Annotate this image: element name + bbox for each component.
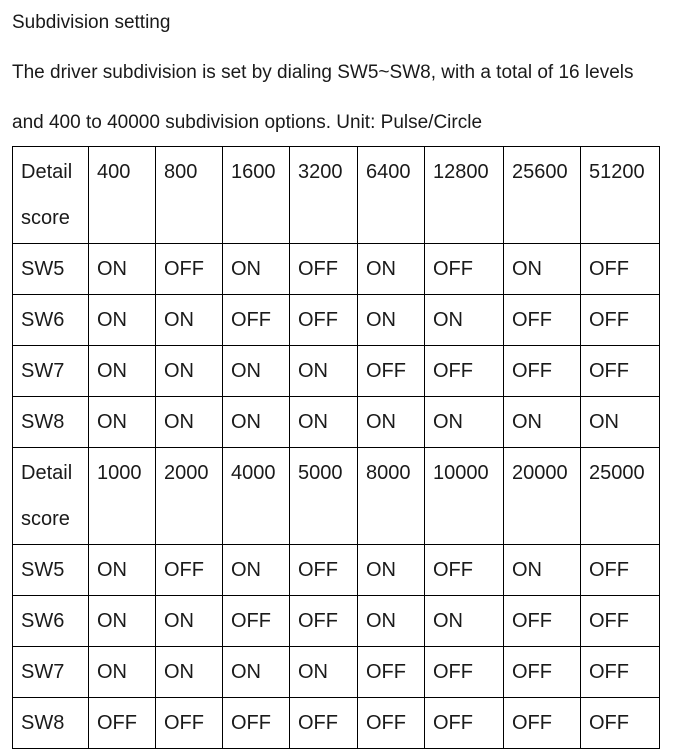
table-cell: OFF: [581, 596, 660, 647]
table-cell: 800: [156, 147, 223, 244]
table-cell: ON: [504, 244, 581, 295]
table-cell: ON: [358, 397, 425, 448]
table-cell: OFF: [504, 596, 581, 647]
table-cell: 400: [89, 147, 156, 244]
table-row-detail-score-2: [13, 448, 660, 545]
table-cell: ON: [425, 295, 504, 346]
table-cell: ON: [89, 346, 156, 397]
table-cell: OFF: [290, 596, 358, 647]
table-cell: ON: [504, 545, 581, 596]
table-cell: 6400: [358, 147, 425, 244]
table-cell: OFF: [223, 596, 290, 647]
table-cell: OFF: [425, 647, 504, 698]
row-label-cell: SW5: [13, 244, 89, 295]
table-cell: ON: [156, 346, 223, 397]
table-cell: ON: [358, 244, 425, 295]
table-row-sw7-2: [13, 647, 660, 698]
table-cell: OFF: [156, 545, 223, 596]
row-label-cell: SW7: [13, 647, 89, 698]
table-cell: OFF: [358, 346, 425, 397]
table-row-detail-score-1: [13, 147, 660, 244]
table-cell: OFF: [581, 244, 660, 295]
row-label-cell: SW8: [13, 698, 89, 749]
table-cell: OFF: [581, 295, 660, 346]
table-cell: ON: [425, 397, 504, 448]
table-cell: ON: [358, 295, 425, 346]
row-label-cell: SW5: [13, 545, 89, 596]
table-cell: 20000: [504, 448, 581, 545]
row-label-cell: Detail score: [13, 448, 89, 545]
table-cell: 5000: [290, 448, 358, 545]
table-cell: OFF: [290, 545, 358, 596]
table-cell: OFF: [223, 295, 290, 346]
table-cell: 2000: [156, 448, 223, 545]
table-cell: OFF: [290, 698, 358, 749]
table-cell: OFF: [581, 346, 660, 397]
row-label-cell: SW8: [13, 397, 89, 448]
table-cell: OFF: [290, 244, 358, 295]
description-line-1: The driver subdivision is set by dialing SW5~SW8, with a total of 16 levels: [12, 62, 634, 83]
table-cell: 1600: [223, 147, 290, 244]
table-cell: 25600: [504, 147, 581, 244]
description-line-2: and 400 to 40000 subdivision options. Unit: Pulse/Circle: [12, 112, 483, 133]
table-cell: 10000: [425, 448, 504, 545]
table-cell: ON: [358, 545, 425, 596]
table-cell: ON: [89, 545, 156, 596]
table-cell: OFF: [425, 545, 504, 596]
table-cell: OFF: [156, 244, 223, 295]
table-cell: ON: [290, 397, 358, 448]
table-cell: ON: [358, 596, 425, 647]
table-cell: OFF: [358, 647, 425, 698]
table-cell: OFF: [504, 698, 581, 749]
table-cell: ON: [89, 397, 156, 448]
table-cell: OFF: [581, 545, 660, 596]
table-cell: ON: [89, 596, 156, 647]
table-cell: ON: [425, 596, 504, 647]
table-cell: OFF: [504, 647, 581, 698]
table-cell: OFF: [504, 346, 581, 397]
table-cell: OFF: [581, 698, 660, 749]
table-cell: 1000: [89, 448, 156, 545]
table-cell: 3200: [290, 147, 358, 244]
table-cell: OFF: [358, 698, 425, 749]
table-cell: OFF: [504, 295, 581, 346]
table-cell: OFF: [425, 346, 504, 397]
table-cell: OFF: [425, 698, 504, 749]
table-cell: OFF: [156, 698, 223, 749]
table-row-sw6-2: [13, 596, 660, 647]
table-row-sw7-1: [13, 346, 660, 397]
table-cell: ON: [223, 545, 290, 596]
table-row-sw5-2: [13, 545, 660, 596]
table-cell: ON: [156, 295, 223, 346]
page-title: Subdivision setting: [12, 12, 171, 33]
table-cell: 25000: [581, 448, 660, 545]
row-label-cell: SW6: [13, 596, 89, 647]
table-cell: OFF: [290, 295, 358, 346]
table-cell: 12800: [425, 147, 504, 244]
row-label-cell: Detail score: [13, 147, 89, 244]
table-row-sw8-1: [13, 397, 660, 448]
table-cell: OFF: [223, 698, 290, 749]
table-row-sw6-1: [13, 295, 660, 346]
table-cell: OFF: [89, 698, 156, 749]
table-cell: ON: [89, 295, 156, 346]
table-cell: ON: [581, 397, 660, 448]
table-cell: ON: [223, 397, 290, 448]
table-cell: ON: [223, 244, 290, 295]
subdivision-table: [12, 146, 660, 749]
table-row-sw5-1: [13, 244, 660, 295]
table-cell: ON: [504, 397, 581, 448]
table-cell: ON: [156, 397, 223, 448]
row-label-cell: SW7: [13, 346, 89, 397]
table-cell: ON: [290, 346, 358, 397]
table-cell: ON: [223, 647, 290, 698]
table-cell: OFF: [425, 244, 504, 295]
row-label-cell: SW6: [13, 295, 89, 346]
table-cell: 51200: [581, 147, 660, 244]
table-cell: 4000: [223, 448, 290, 545]
table-cell: 8000: [358, 448, 425, 545]
table-cell: ON: [89, 647, 156, 698]
table-cell: ON: [89, 244, 156, 295]
table-cell: ON: [290, 647, 358, 698]
table-row-sw8-2: [13, 698, 660, 749]
table-cell: OFF: [581, 647, 660, 698]
table-cell: ON: [223, 346, 290, 397]
table-cell: ON: [156, 647, 223, 698]
table-cell: ON: [156, 596, 223, 647]
